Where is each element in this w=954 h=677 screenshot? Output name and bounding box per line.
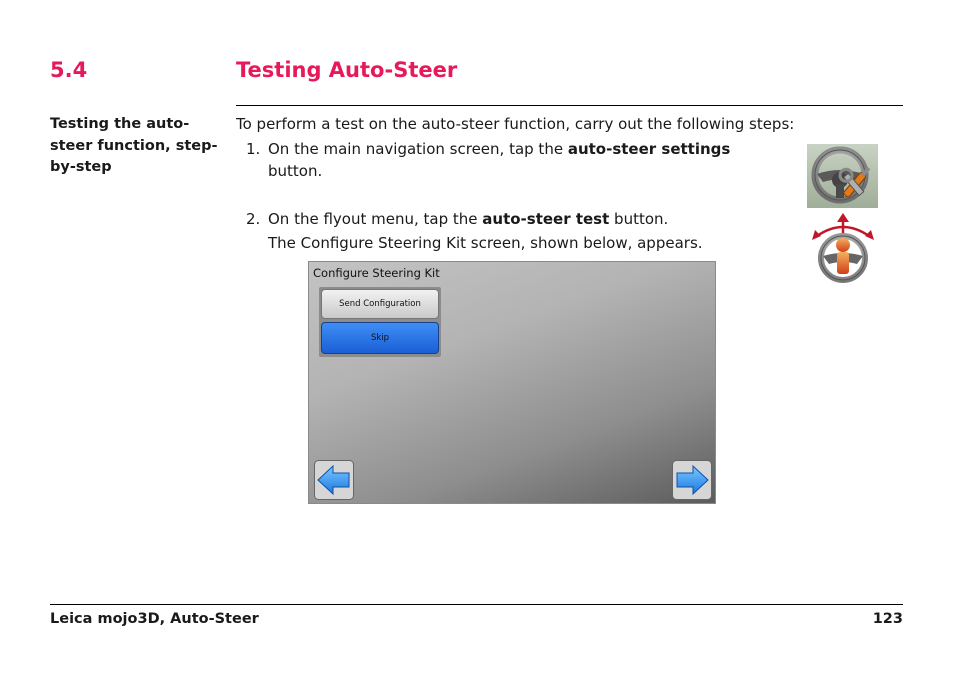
left-arrow-icon [314,460,354,500]
footer-product: Leica mojo3D, Auto-Steer [50,611,259,627]
step-number: 1. [246,140,261,158]
steering-wheel-arrows-icon [809,212,877,284]
steering-wheel-wrench-icon [807,144,878,208]
title-rule [236,105,903,106]
step-bold-term: auto-steer test [482,210,610,228]
step-bold-term: auto-steer settings [567,140,731,158]
skip-button[interactable]: Skip [321,322,439,354]
step-text-part: On the flyout menu, tap the [268,210,483,228]
side-heading: Testing the auto-steer function, step-by-step [50,116,218,175]
step-result-text: The Configure Steering Kit screen, shown below, appears. [268,234,703,252]
page-number: 123 [872,611,903,627]
intro-text: To perform a test on the auto-steer function, carry out the following steps: [236,115,795,133]
step-text-part: On the main navigation screen, tap the [268,140,568,158]
right-arrow-icon [672,460,712,500]
step-text-part: button. [268,162,323,180]
section-number: 5.4 [50,58,88,82]
screen-title: Configure Steering Kit [313,266,440,280]
send-configuration-button[interactable]: Send Configuration [321,289,439,319]
footer-rule [50,604,903,605]
back-button[interactable] [314,460,354,500]
button-group [319,287,441,357]
step-number: 2. [246,210,261,228]
step-text-part: button. [609,210,669,228]
step-text [268,208,788,230]
section-title: Testing Auto-Steer [236,58,458,82]
next-button[interactable] [672,460,712,500]
body-text [236,113,836,252]
step-text [268,138,788,182]
configure-steering-kit-screen [308,261,716,504]
